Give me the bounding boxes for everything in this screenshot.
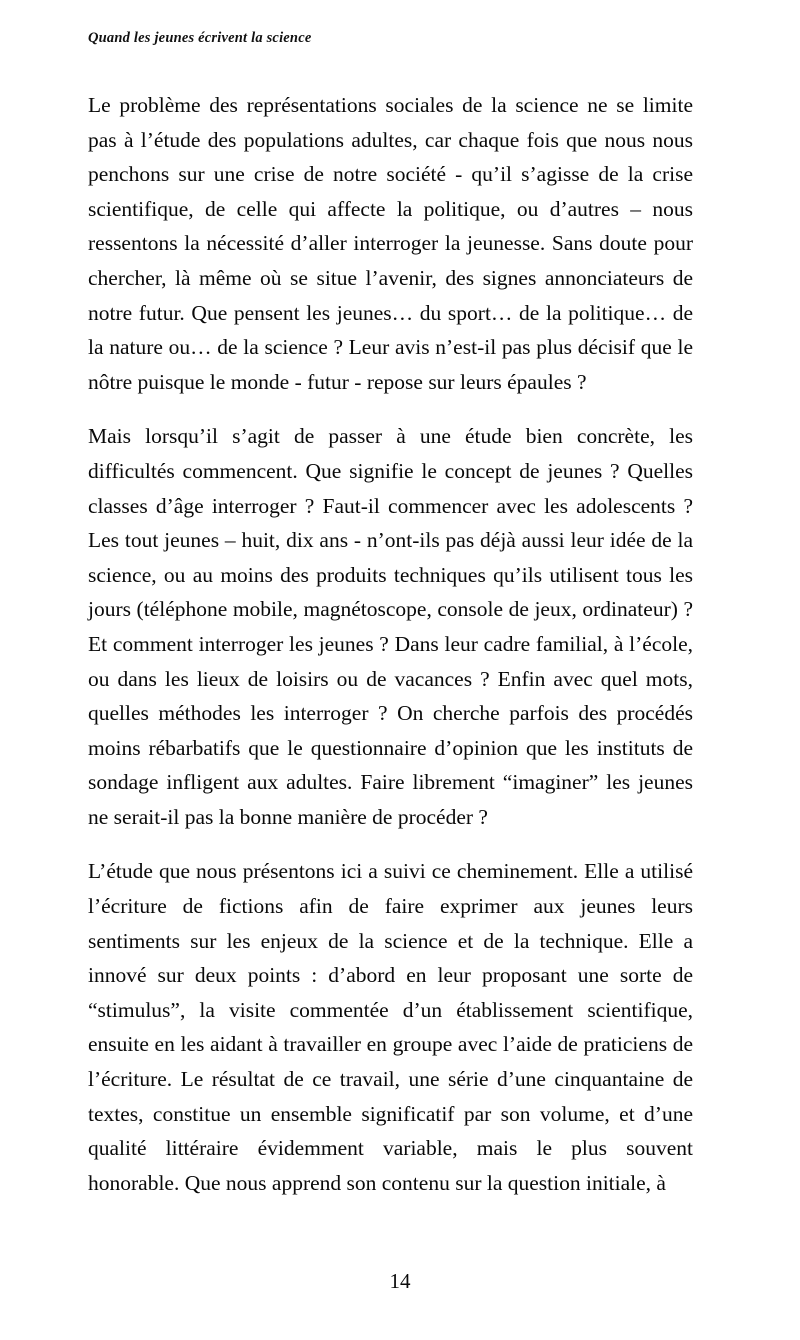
paragraph: Mais lorsqu’il s’agit de passer à une étude bien concrète, les difficultés commencent. Que signifie le concept de jeunes ? Quelles classes d’âge interroger ? Faut-il commencer avec les adolescents ? Les tout jeunes – huit, dix ans - n’ont-ils pas déjà aussi leur idée de la science, ou au moins des produits techniques qu’ils utilisent tous les jours (téléphone mobile, magnétoscope, console de jeux, ordinateur) ? Et comment interroger les jeunes ? Dans leur cadre familial, à l’école, ou dans les lieux de loisirs ou de vacances ? Enfin avec quel mots, quelles méthodes les interroger ? On cherche parfois des procédés moins rébarbatifs que le questionnaire d’opinion que les instituts de sondage infligent aux adultes. Faire librement “imaginer” les jeunes ne serait-il pas la bonne manière de procéder ? <box>88 424 693 829</box>
paragraph: L’étude que nous présentons ici a suivi ce cheminement. Elle a utilisé l’écriture de fictions afin de faire exprimer aux jeunes leurs sentiments sur les enjeux de la science et de la technique. Elle a innové sur deux points : d’abord en leur proposant une sorte de “stimulus”, la visite commentée d’un établissement scientifique, ensuite en les aidant à travailler en groupe avec l’aide de praticiens de l’écriture. Le résultat de ce travail, une série d’une cinquantaine de textes, constitue un ensemble significatif par son volume, et d’une qualité littéraire évidemment variable, mais le plus souvent honorable. Que nous apprend son contenu sur la question initiale, à <box>88 859 693 1195</box>
body-text <box>88 88 693 1200</box>
page-number: 14 <box>389 1269 411 1293</box>
running-head: Quand les jeunes écrivent la science <box>88 30 312 46</box>
paragraph: Le problème des représentations sociales de la science ne se limite pas à l’étude des populations adultes, car chaque fois que nous nous penchons sur une crise de notre société - qu’il s’agisse de la crise scientifique, de celle qui affecte la politique, ou d’autres – nous ressentons la nécessité d’aller interroger la jeunesse. Sans doute pour chercher, là même où se situe l’avenir, des signes annonciateurs de notre futur. Que pensent les jeunes… du sport… de la politique… de la nature ou… de la science ? Leur avis n’est-il pas plus décisif que le nôtre puisque le monde - futur - repose sur leurs épaules ? <box>88 93 693 394</box>
